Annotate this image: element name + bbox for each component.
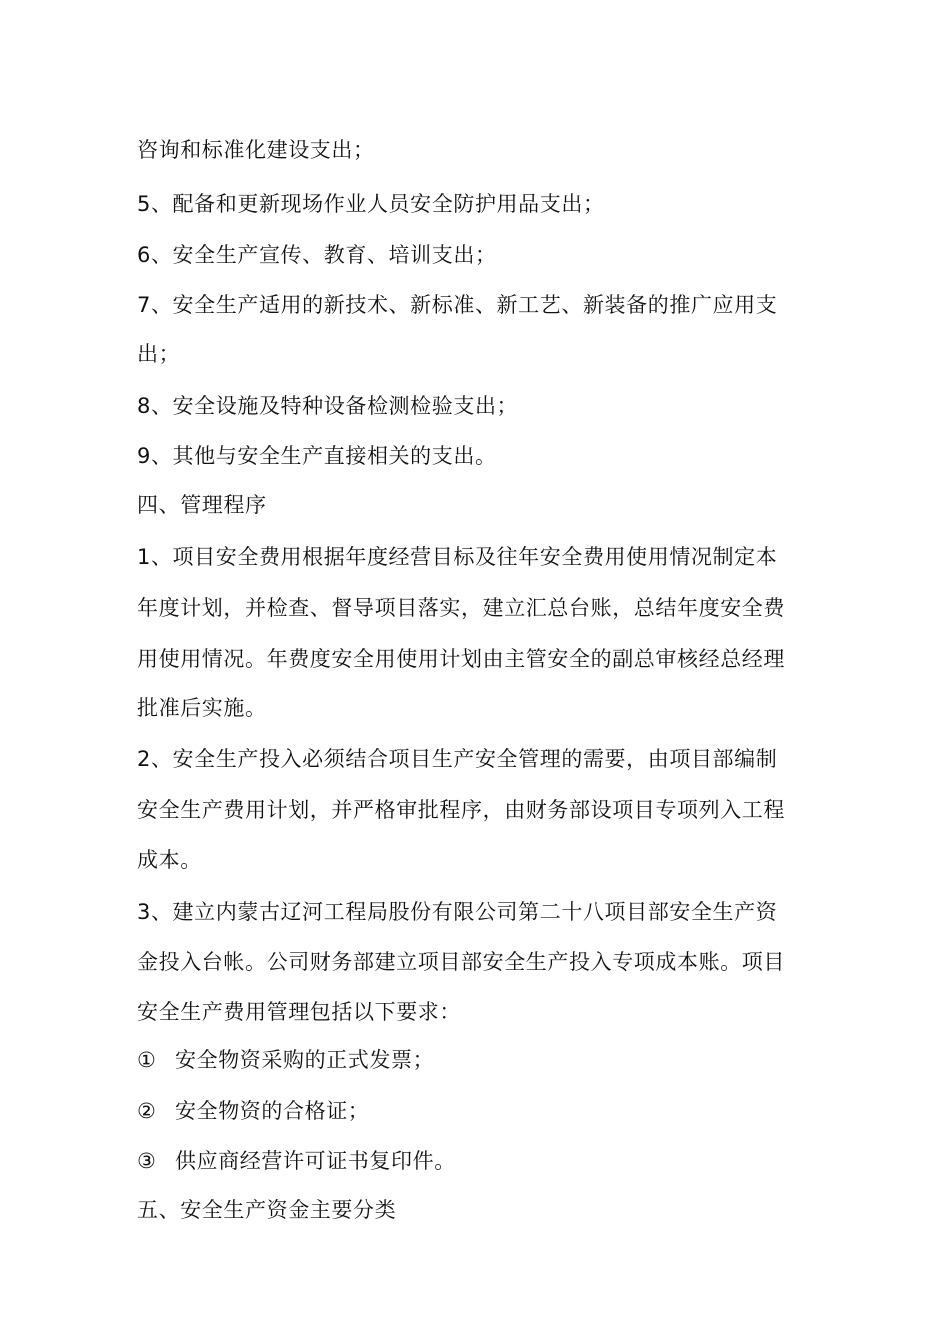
requirement-item (137, 1146, 827, 1176)
list-marker: ① (137, 1048, 157, 1072)
paragraph-3-line: 3、建立内蒙古辽河工程局股份有限公司第二十八项目部安全生产资 (137, 900, 778, 924)
requirement-text: 安全物资的合格证； (175, 1099, 370, 1123)
section-heading-four: 四、管理程序 (137, 493, 267, 517)
list-item-5: 5、配备和更新现场作业人员安全防护用品支出； (137, 192, 605, 216)
requirement-item (137, 1096, 827, 1126)
paragraph-2-line: 安全生产费用计划，并严格审批程序，由财务部设项目专项列入工程 (137, 798, 785, 822)
list-item-9: 9、其他与安全生产直接相关的支出。 (137, 444, 497, 468)
paragraph-1-line: 年度计划，并检查、督导项目落实，建立汇总台账，总结年度安全费 (137, 596, 785, 620)
list-marker: ③ (137, 1149, 157, 1173)
paragraph-3-line: 金投入台帐。公司财务部建立项目部安全生产投入专项成本账。项目 (137, 950, 785, 974)
list-item-6: 6、安全生产宣传、教育、培训支出； (137, 243, 497, 267)
section-heading-five: 五、安全生产资金主要分类 (137, 1198, 397, 1222)
paragraph-1-line: 用使用情况。年费度安全用使用计划由主管安全的副总审核经总经理 (137, 647, 785, 671)
text-line: 咨询和标准化建设支出； (137, 138, 375, 162)
list-item-7: 7、安全生产适用的新技术、新标准、新工艺、新装备的推广应用支 (137, 293, 778, 317)
text-line: 出； (137, 342, 181, 366)
paragraph-2-line: 成本。 (137, 848, 202, 872)
paragraph-3-line: 安全生产费用管理包括以下要求： (137, 1000, 461, 1024)
list-item-8: 8、安全设施及特种设备检测检验支出； (137, 394, 519, 418)
list-marker: ② (137, 1099, 157, 1123)
requirement-text: 供应商经营许可证书复印件。 (175, 1149, 456, 1173)
paragraph-1-line: 批准后实施。 (137, 696, 267, 720)
requirement-text: 安全物资采购的正式发票； (175, 1048, 435, 1072)
paragraph-1-line: 1、项目安全费用根据年度经营目标及往年安全费用使用情况制定本 (137, 545, 778, 569)
paragraph-2-line: 2、安全生产投入必须结合项目生产安全管理的需要，由项目部编制 (137, 747, 778, 771)
requirement-item (137, 1045, 827, 1075)
